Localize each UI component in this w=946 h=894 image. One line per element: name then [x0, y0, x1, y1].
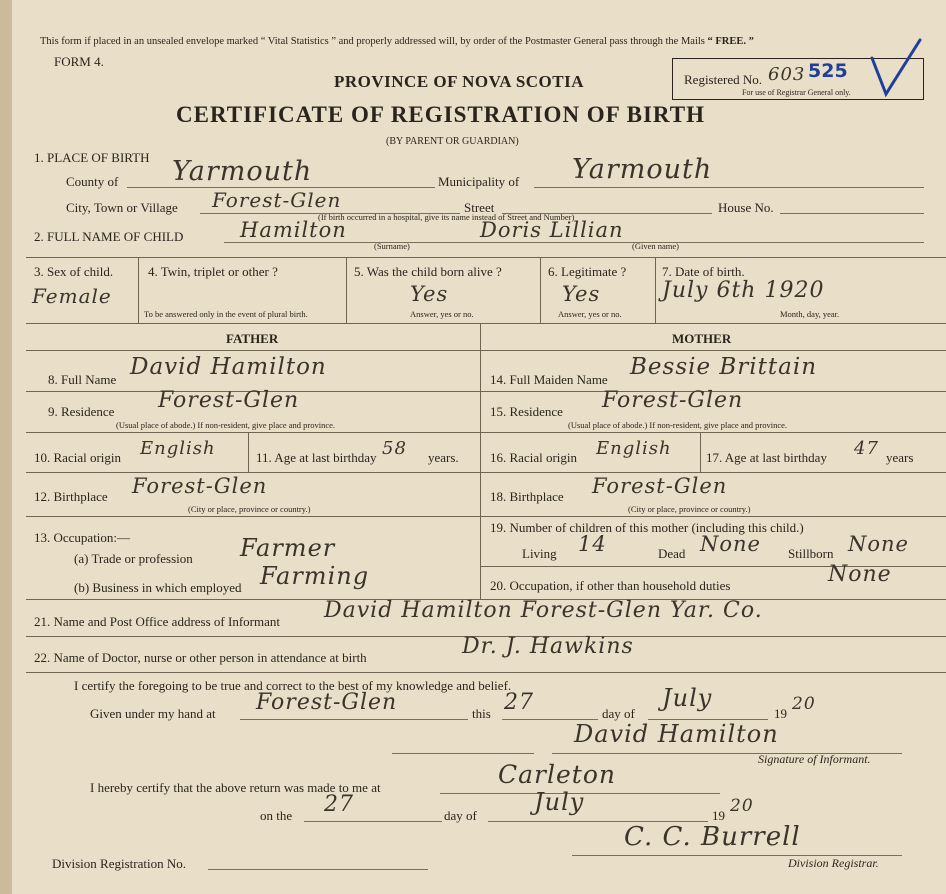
business-label: (b) Business in which employed	[74, 580, 242, 595]
registrar-year-suffix: 20	[730, 796, 754, 816]
stillborn-value: None	[848, 532, 909, 556]
given-name-caption: (Given name)	[632, 241, 679, 251]
father-birthplace-label: 12. Birthplace	[34, 489, 108, 504]
mother-racial-label: 16. Racial origin	[490, 450, 578, 465]
certify-statement: I certify the foregoing to be true and correct to the best of my knowledge and belief.	[74, 678, 512, 693]
living-value: 14	[578, 532, 607, 556]
father-birthplace-note: (City or place, province or country.)	[188, 504, 311, 514]
father-residence-label: 9. Residence	[48, 404, 115, 419]
twin-label: 4. Twin, triplet or other ?	[148, 264, 278, 279]
mother-birthplace-note: (City or place, province or country.)	[628, 504, 751, 514]
house-no-label: House No.	[718, 200, 774, 215]
mother-birthplace-value: Forest-Glen	[592, 474, 728, 498]
child-surname-value: Hamilton	[240, 218, 347, 242]
mailing-notice-text: This form if placed in an unsealed envelope marked “ Vital Statistics ” and properly addressed will, by order of the Postmaster General pass through the Mails	[40, 36, 705, 47]
province-title: PROVINCE OF NOVA SCOTIA	[334, 72, 585, 91]
county-label: County of	[66, 174, 119, 189]
certificate-title: CERTIFICATE OF REGISTRATION OF BIRTH	[176, 102, 705, 127]
municipality-value: Yarmouth	[572, 154, 713, 185]
given-day-value: 27	[504, 690, 534, 715]
sex-label: 3. Sex of child.	[34, 264, 114, 279]
father-age-unit: years.	[428, 450, 459, 465]
certificate-subtitle: (BY PARENT OR GUARDIAN)	[386, 136, 519, 147]
mailing-notice	[40, 36, 754, 47]
registrar-day-value: 27	[324, 792, 354, 817]
dead-label: Dead	[658, 546, 686, 561]
mother-name-value: Bessie Brittain	[630, 354, 818, 380]
mother-birthplace-label: 18. Birthplace	[490, 489, 564, 504]
father-occupation-label: 13. Occupation:—	[34, 530, 131, 545]
father-name-label: 8. Full Name	[48, 372, 117, 387]
trade-value: Farmer	[240, 534, 336, 562]
informant-label: 21. Name and Post Office address of Informant	[34, 614, 280, 629]
mother-occupation-value: None	[828, 562, 892, 587]
sex-value: Female	[32, 284, 112, 308]
informant-signature-caption: Signature of Informant.	[758, 752, 871, 766]
mother-heading: MOTHER	[672, 331, 732, 346]
registrar-day-of-label: day of	[444, 808, 477, 823]
children-count-label: 19. Number of children of this mother (including this child.)	[490, 520, 804, 535]
given-month-value: July	[662, 684, 713, 712]
living-label: Living	[522, 546, 557, 561]
registered-no-label: Registered No.	[684, 72, 762, 87]
dead-value: None	[700, 532, 761, 556]
mother-racial-value: English	[596, 438, 672, 459]
twin-note: To be answered only in the event of plural birth.	[144, 309, 308, 319]
place-of-birth-label: 1. PLACE OF BIRTH	[34, 150, 150, 165]
doctor-value: Dr. J. Hawkins	[462, 634, 634, 659]
mother-age-value: 47	[854, 438, 879, 459]
stillborn-label: Stillborn	[788, 546, 834, 561]
born-alive-note: Answer, yes or no.	[410, 309, 474, 319]
form-number: FORM 4.	[54, 54, 104, 69]
division-registration-label: Division Registration No.	[52, 856, 186, 871]
father-residence-value: Forest-Glen	[158, 388, 300, 413]
informant-signature: David Hamilton	[574, 720, 779, 748]
registrar-year-prefix: 19	[712, 808, 725, 823]
surname-caption: (Surname)	[374, 241, 410, 251]
father-heading: FATHER	[226, 331, 279, 346]
given-place-value: Forest-Glen	[256, 690, 398, 715]
registered-no-typed: 603	[768, 64, 806, 85]
father-age-label: 11. Age at last birthday	[256, 450, 377, 465]
divider	[26, 257, 946, 258]
registrar-on-label: on the	[260, 808, 293, 823]
business-value: Farming	[260, 562, 370, 590]
county-value: Yarmouth	[172, 156, 313, 187]
date-of-birth-note: Month, day, year.	[780, 309, 840, 319]
city-value: Forest-Glen	[212, 188, 342, 212]
mother-residence-label: 15. Residence	[490, 404, 563, 419]
registered-no-stamped: 525	[808, 60, 848, 82]
father-age-value: 58	[382, 438, 407, 459]
father-name-value: David Hamilton	[130, 354, 327, 380]
trade-label: (a) Trade or profession	[74, 551, 193, 566]
mother-age-label: 17. Age at last birthday	[706, 450, 827, 465]
child-name-label: 2. FULL NAME OF CHILD	[34, 229, 184, 244]
legitimate-value: Yes	[562, 282, 601, 306]
mother-residence-note: (Usual place of abode.) If non-resident, give place and province.	[568, 420, 788, 430]
given-year-prefix: 19	[774, 706, 787, 721]
given-under-label: Given under my hand at	[90, 706, 216, 721]
mother-name-label: 14. Full Maiden Name	[490, 372, 608, 387]
registrar-month-value: July	[534, 788, 585, 816]
child-given-name-value: Doris Lillian	[480, 218, 624, 242]
legitimate-note: Answer, yes or no.	[558, 309, 622, 319]
father-residence-note: (Usual place of abode.) If non-resident, give place and province.	[116, 420, 336, 430]
born-alive-label: 5. Was the child born alive ?	[354, 264, 502, 279]
legitimate-label: 6. Legitimate ?	[548, 264, 627, 279]
born-alive-value: Yes	[410, 282, 449, 306]
free-label: “ FREE. ”	[707, 36, 754, 47]
city-label: City, Town or Village	[66, 200, 178, 215]
hospital-note: (If birth occurred in a hospital, give its name instead of Street and Number)	[318, 212, 575, 222]
doctor-label: 22. Name of Doctor, nurse or other person in attendance at birth	[34, 650, 367, 665]
street-label: Street	[464, 200, 495, 215]
mother-occupation-label: 20. Occupation, if other than household duties	[490, 578, 731, 593]
this-label: this	[472, 706, 491, 721]
date-of-birth-value: July 6th 1920	[662, 278, 825, 303]
check-mark-icon	[868, 36, 926, 98]
division-registrar-caption: Division Registrar.	[788, 856, 879, 870]
registrar-place-value: Carleton	[498, 760, 616, 789]
given-day-of-label: day of	[602, 706, 635, 721]
father-birthplace-value: Forest-Glen	[132, 474, 268, 498]
father-racial-label: 10. Racial origin	[34, 450, 122, 465]
municipality-label: Municipality of	[438, 174, 520, 189]
registrar-statement: I hereby certify that the above return was made to me at	[90, 780, 381, 795]
father-racial-value: English	[140, 438, 216, 459]
registrar-general-note: For use of Registrar General only.	[742, 88, 851, 97]
mother-residence-value: Forest-Glen	[602, 388, 744, 413]
registrar-signature: C. C. Burrell	[624, 822, 801, 852]
mother-age-unit: years	[886, 450, 914, 465]
given-year-suffix: 20	[792, 694, 816, 714]
informant-value: David Hamilton Forest-Glen Yar. Co.	[324, 598, 763, 623]
date-of-birth-label: 7. Date of birth.	[662, 264, 745, 279]
